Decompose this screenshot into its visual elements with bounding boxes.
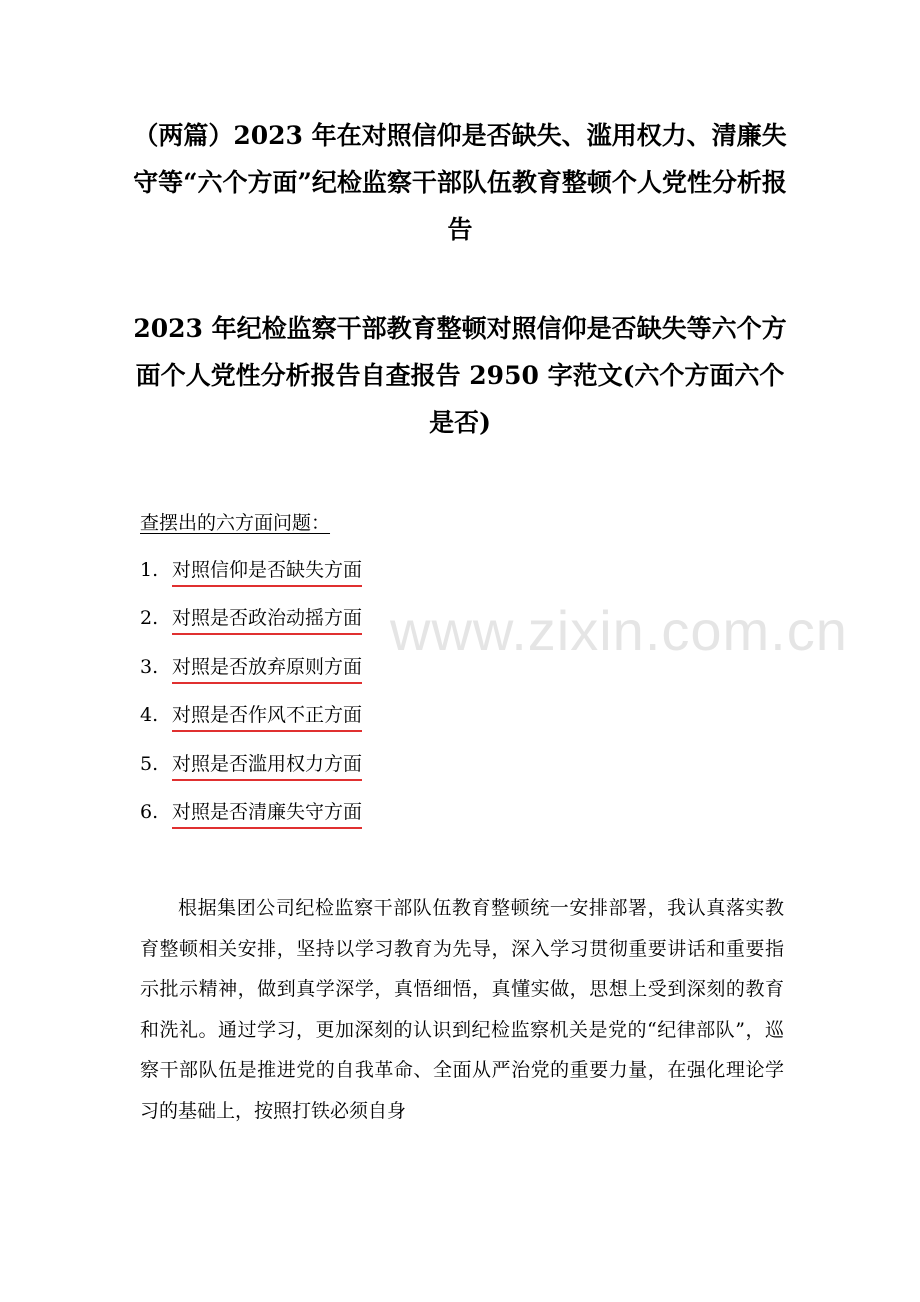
list-item xyxy=(140,653,362,701)
list-item-number: 5. xyxy=(140,752,159,775)
list-item-number: 3. xyxy=(140,655,159,678)
body-paragraph: 根据集团公司纪检监察干部队伍教育整顿统一安排部署，我认真落实教育整顿相关安排，坚持以学习教育为先导，深入学习贯彻重要讲话和重要指示批示精神，做到真学深学，真悟细悟，真懂实做，思想上受到深刻的教育和洗礼。通过学习，更加深刻的认识到纪检监察机关是党的“纪律部队”，巡察干部队伍是推进党的自我革命、全面从严治党的重要力量，在强化理论学习的基础上，按照打铁必须自身 xyxy=(140,897,784,1122)
list-item xyxy=(140,798,362,846)
list-item xyxy=(140,604,362,652)
list-item-text: 对照信仰是否缺失方面 xyxy=(172,556,362,587)
list-item-number: 4. xyxy=(140,704,159,727)
section-heading: 查摆出的六方面问题： xyxy=(140,512,331,534)
document-title: （两篇）2023 年在对照信仰是否缺失、滥用权力、清廉失守等“六个方面”纪检监察干部队伍教育整顿个人党性分析报告 xyxy=(133,121,787,244)
list-item-number: 2. xyxy=(140,607,159,630)
list-item-text: 对照是否滥用权力方面 xyxy=(172,750,362,781)
list-item xyxy=(140,701,362,749)
list-item-number: 1. xyxy=(140,559,159,581)
watermark: www.zixin.com.cn xyxy=(390,599,848,662)
document-subtitle: 2023 年纪检监察干部教育整顿对照信仰是否缺失等六个方面个人党性分析报告自查报告 2950 字范文(六个方面六个是否) xyxy=(133,314,787,437)
list-item-number: 6. xyxy=(140,800,159,823)
list-item-text: 对照是否政治动摇方面 xyxy=(172,604,362,635)
problem-list xyxy=(140,556,362,846)
list-item-text: 对照是否清廉失守方面 xyxy=(172,798,362,829)
list-item-text: 对照是否放弃原则方面 xyxy=(172,653,362,684)
list-item xyxy=(140,556,362,604)
list-item xyxy=(140,750,362,798)
list-item-text: 对照是否作风不正方面 xyxy=(172,701,362,732)
